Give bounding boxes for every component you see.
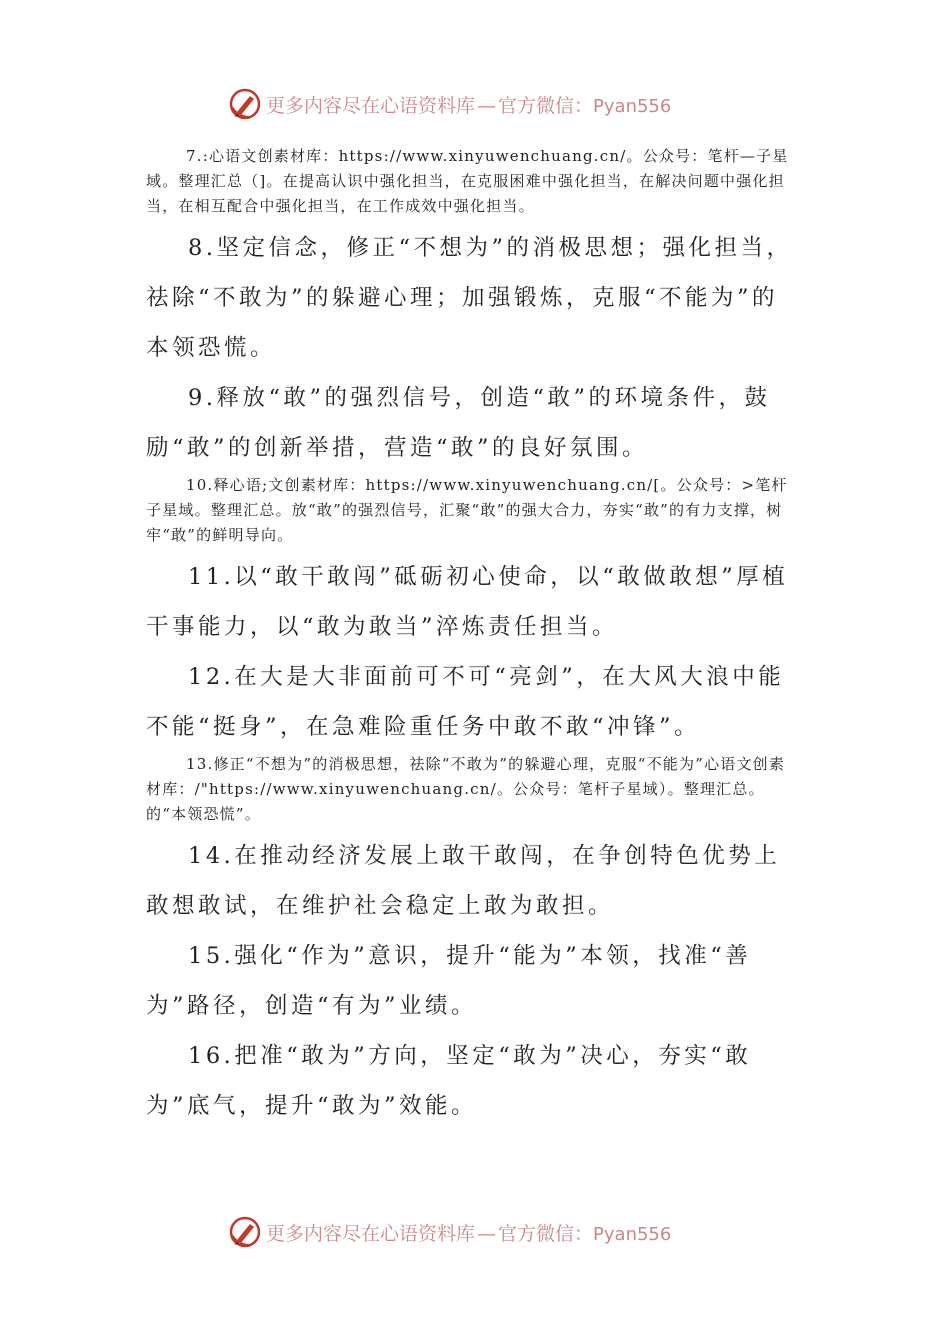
paragraph-7: 7.:心语文创素材库：https://www.xinyuwenchuang.cn/。公众号：笔杆—子星域。整理汇总（]。在提高认识中强化担当，在克服困难中强化担当，在解决问题中强化担当，在相互配合中强化担当，在工作成效中强化担当。	[146, 147, 789, 215]
paragraph-12: 12.在大是大非面前可不可“亮剑”，在大风大浪中能不能“挺身”，在急难险重任务中敢不敢“冲锋”。	[146, 664, 785, 740]
banner-text	[266, 91, 671, 118]
wechat-label: 官方微信：	[498, 94, 594, 117]
banner-title: 更多内容尽在心语资料库	[266, 1222, 476, 1245]
banner-dash: —	[477, 94, 497, 117]
banner-dash: —	[477, 1222, 497, 1245]
wechat-id: Pyan556	[593, 95, 672, 117]
document-body	[146, 144, 796, 1131]
paragraph-16: 16.把准“敢为”方向，坚定“敢为”决心，夯实“敢为”底气，提升“敢为”效能。	[146, 1043, 752, 1119]
pen-logo-icon	[228, 87, 262, 121]
banner-text	[266, 1219, 671, 1246]
footer-banner	[0, 1212, 950, 1252]
paragraph-15: 15.强化“作为”意识，提升“能为”本领，找准“善为”路径，创造“有为”业绩。	[146, 943, 752, 1019]
paragraph-8: 8.坚定信念，修正“不想为”的消极思想；强化担当，祛除“不敢为”的躲避心理；加强锻炼，克服“不能为”的本领恐慌。	[146, 235, 793, 361]
wechat-id: Pyan556	[593, 1223, 672, 1245]
paragraph-13: 13.修正“不想为”的消极思想，祛除“不敢为”的躲避心理，克服“不能为”心语文创素材库：/"https://www.xinyuwenchuang.cn/。公众号：笔杆子星域）。整理汇总。的“本领恐慌”。	[146, 755, 786, 823]
paragraph-11: 11.以“敢干敢闯”砥砺初心使命，以“敢做敢想”厚植干事能力，以“敢为敢当”淬炼责任担当。	[146, 564, 789, 640]
wechat-label: 官方微信：	[498, 1222, 594, 1245]
header-banner	[0, 84, 950, 124]
paragraph-9: 9.释放“敢”的强烈信号，创造“敢”的环境条件，鼓励“敢”的创新举措，营造“敢”的良好氛围。	[146, 385, 771, 461]
banner-title: 更多内容尽在心语资料库	[266, 94, 476, 117]
paragraph-14: 14.在推动经济发展上敢干敢闯，在争创特色优势上敢想敢试，在维护社会稳定上敢为敢担。	[146, 843, 781, 919]
pen-logo-icon	[228, 1215, 262, 1249]
paragraph-10: 10.释心语;文创素材库：https://www.xinyuwenchuang.cn/[。公众号：>笔杆子星域。整理汇总。放“敢”的强烈信号，汇聚“敢”的强大合力，夯实“敢”的有力支撑，树牢“敢”的鲜明导向。	[146, 476, 788, 544]
